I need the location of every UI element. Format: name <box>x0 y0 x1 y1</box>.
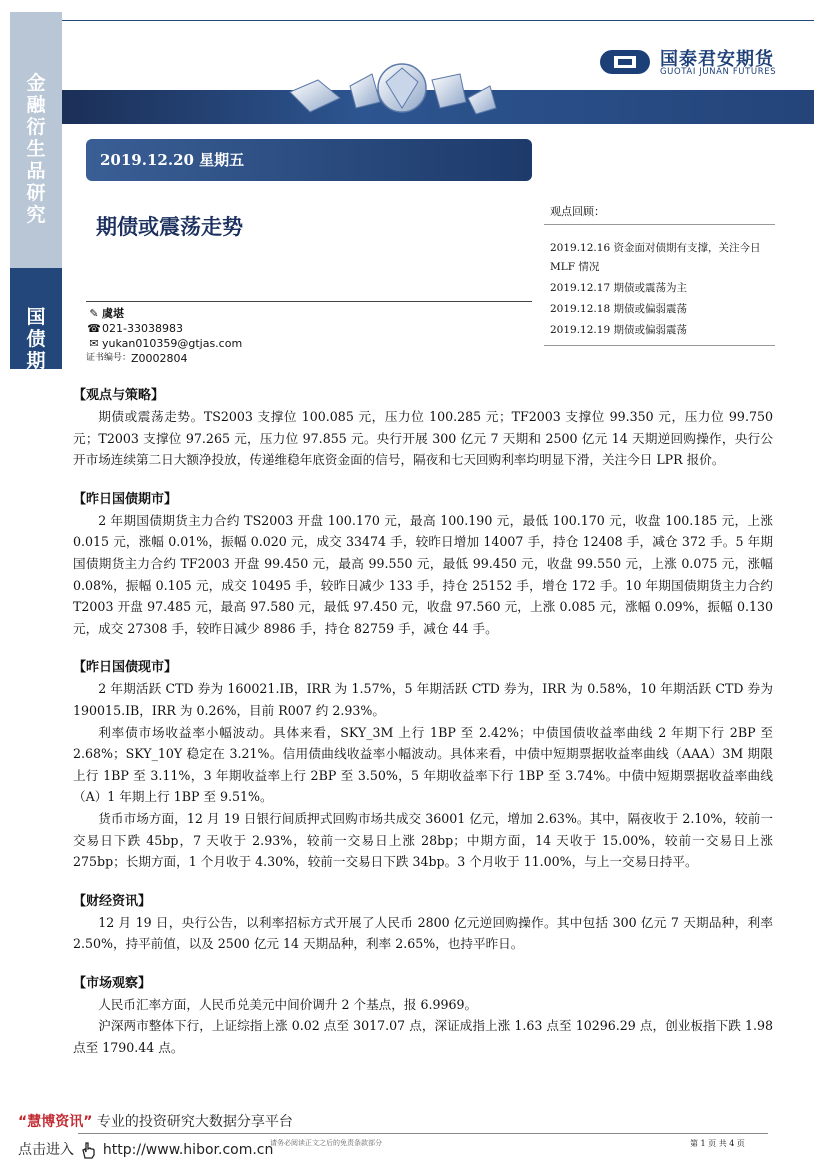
section-heading: 【观点与策略】 <box>73 388 165 403</box>
sidebar-label-report <box>10 306 62 438</box>
paragraph: 2 年期活跃 CTD 券为 160021.IB，IRR 为 1.57%，5 年期活跃 CTD 券为，IRR 为 0.58%，10 年期活跃 CTD 券为 190015.IB，IRR 为 0.26%，目前 R007 约 2.93%。 <box>73 681 773 718</box>
author-rule <box>86 301 532 302</box>
pen-icon: ✎ <box>89 307 99 320</box>
sidebar-char: 报 <box>26 416 46 438</box>
sidebar-band-research <box>10 12 62 268</box>
header-rule <box>62 20 814 21</box>
author-phone: 021-33038983 <box>102 322 183 335</box>
section-futures-market <box>73 489 773 640</box>
sidebar-char: 衍 <box>26 116 46 138</box>
sidebar-char: 金 <box>26 72 46 94</box>
paragraph: 沪深两市整体下行，上证综指上涨 0.02 点至 3017.07 点，深证成指上涨 1.63 点至 10296.29 点，创业板指下跌 1.98 点至 1790.44 点。 <box>73 1018 773 1056</box>
sidebar-char: 国 <box>26 306 46 328</box>
section-heading: 【昨日国债现市】 <box>73 660 178 676</box>
watermark-banner <box>18 1111 293 1131</box>
company-name-cn: 国泰君安期货 <box>660 49 774 70</box>
section-strategy <box>73 385 773 471</box>
view-review-item: 2019.12.19 期债或偏弱震荡 <box>550 324 687 336</box>
section-market-watch <box>73 973 773 1059</box>
view-review-item: 2019.12.18 期债或偏弱震荡 <box>550 303 687 315</box>
section-heading: 【昨日国债期市】 <box>73 491 178 507</box>
sidebar-char: 货 <box>26 372 46 394</box>
author-name: 虞堪 <box>102 307 124 320</box>
view-review-panel <box>544 200 775 340</box>
paragraph: 人民币汇率方面，人民币兑美元中间价调升 2 个基点，报 6.9969。 <box>98 996 478 1012</box>
sidebar-char: 生 <box>26 138 46 160</box>
company-name-en: GUOTAI JUNAN FUTURES <box>660 67 777 77</box>
cert-number: Z0002804 <box>131 352 188 365</box>
view-review-heading: 观点回顾： <box>544 200 775 225</box>
sidebar-char: 究 <box>26 204 46 226</box>
diamond-decoration-icon <box>280 52 500 118</box>
report-body <box>73 385 773 1077</box>
view-review-item: 2019.12.16 资金面对债期有支撑，关注今日 MLF 情况 <box>550 242 761 273</box>
sidebar-char: 品 <box>26 160 46 182</box>
sidebar-band-report <box>10 268 62 438</box>
section-heading: 【财经资讯】 <box>73 893 152 909</box>
author-email[interactable]: yukan010359@gtjas.com <box>102 337 243 350</box>
sidebar-label-research <box>10 72 62 226</box>
cert-label: 证书编号： <box>86 353 132 363</box>
watermark-brand: “慧博资讯” <box>18 1114 93 1130</box>
author-block <box>86 306 242 366</box>
watermark-url[interactable]: http://www.hibor.com.cn <box>102 1142 274 1158</box>
section-spot-market <box>73 657 773 872</box>
sidebar-char: 融 <box>26 94 46 116</box>
section-heading: 【市场观察】 <box>73 975 152 991</box>
pointer-hand-icon <box>78 1140 98 1160</box>
sidebar-char: 研 <box>26 182 46 204</box>
phone-icon: ☎ <box>87 322 101 335</box>
watermark-link[interactable] <box>18 1139 273 1160</box>
page-number: 第 1 页 共 4 页 <box>690 1139 745 1148</box>
paragraph: 12 月 19 日，央行公告，以利率招标方式开展了人民币 2800 亿元逆回购操作。其中包括 300 亿元 7 天期品种，利率 2.50%，持平前值，以及 2500 亿元 14 天期品种，利率 2.65%，也持平昨日。 <box>73 914 773 952</box>
paragraph: 货币市场方面，12 月 19 日银行间质押式回购市场共成交 36001 亿元，增加 2.63%。其中，隔夜收于 2.10%，较前一交易日下跌 45bp，7 天收于 2.93%，较前一交易日上涨 28bp；中期方面，14 天收于 15.00%，较前一交易日上涨 275bp；长期方面，1 个月收于 4.30%，较前一交易日下跌 34bp。3 个月收于 11.00%，与上一交易日持平。 <box>73 810 773 870</box>
company-logo-icon <box>598 46 652 78</box>
report-title: 期债或震荡走势 <box>96 215 243 239</box>
watermark-click-label[interactable]: 点击进入 <box>18 1142 74 1158</box>
disclaimer-note: 请务必阅读正文之后的免责条款部分 <box>270 1139 382 1147</box>
paragraph: 期债或震荡走势。TS2003 支撑位 100.085 元，压力位 100.285 元；TF2003 支撑位 99.350 元，压力位 99.750 元；T2003 支撑位 97.265 元，压力位 97.855 元。央行开展 300 亿元 7 天期和 2500 亿元 14 天期逆回购操作，央行公开市场连续第二日大额净投放，传递维稳年底资金面的信号，隔夜和七天回购利率均明显下滑，关注今日 LPR 报价。 <box>73 409 773 468</box>
watermark-slogan: 专业的投资研究大数据分享平台 <box>96 1114 293 1130</box>
view-review-rule <box>544 345 775 346</box>
report-date-banner <box>86 139 532 181</box>
paragraph: 2 年期国债期货主力合约 TS2003 开盘 100.170 元，最高 100.190 元，最低 100.170 元，收盘 100.185 元，上涨 0.015 元，涨幅 0.01%，振幅 0.020 元，成交 33474 手，较昨日增加 14007 手，持仓 12408 手，减仓 372 手。5 年期国债期货主力合约 TF2003 开盘 99.450 元，最高 99.550 元，最低 99.450 元，收盘 99.550 元，上涨 0.075 元，涨幅 0.08%，振幅 0.105 元，成交 10495 手，较昨日减少 133 手，持仓 25152 手，增仓 172 手。10 年期国债期货主力合约 T2003 开盘 97.485 元，最高 97.580 元，最低 97.450 元，收盘 97.560 元，上涨 0.085 元，涨幅 0.09%，振幅 0.130 元，成交 27308 手，较昨日减少 8986 手，持仓 82759 手，减仓 44 手。 <box>73 512 773 636</box>
paragraph: 利率债市场收益率小幅波动。具体来看，SKY_3M 上行 1BP 至 2.42%；中债国债收益率曲线 2 年期下行 2BP 至 2.68%；SKY_10Y 稳定在 3.21%。信用债曲线收益率小幅波动。具体来看，中债中短期票据收益率曲线（AAA）3M 期限上行 1BP 至 3.11%，3 年期收益率上行 2BP 至 3.50%，5 年期收益率下行 1BP 至 3.74%。中债中短期票据收益率曲线（A）1 年期上行 1BP 至 9.51%。 <box>73 724 773 805</box>
sidebar-char: 晨 <box>26 394 46 416</box>
view-review-item: 2019.12.17 期债或震荡为主 <box>550 282 687 294</box>
footer-rule <box>78 1133 768 1134</box>
sidebar-char: 期 <box>26 350 46 372</box>
report-date: 2019.12.20 星期五 <box>100 151 245 169</box>
sidebar-char: 债 <box>26 328 46 350</box>
email-icon: ✉ <box>89 337 99 350</box>
section-finance-news <box>73 891 773 955</box>
company-logo <box>598 44 808 80</box>
